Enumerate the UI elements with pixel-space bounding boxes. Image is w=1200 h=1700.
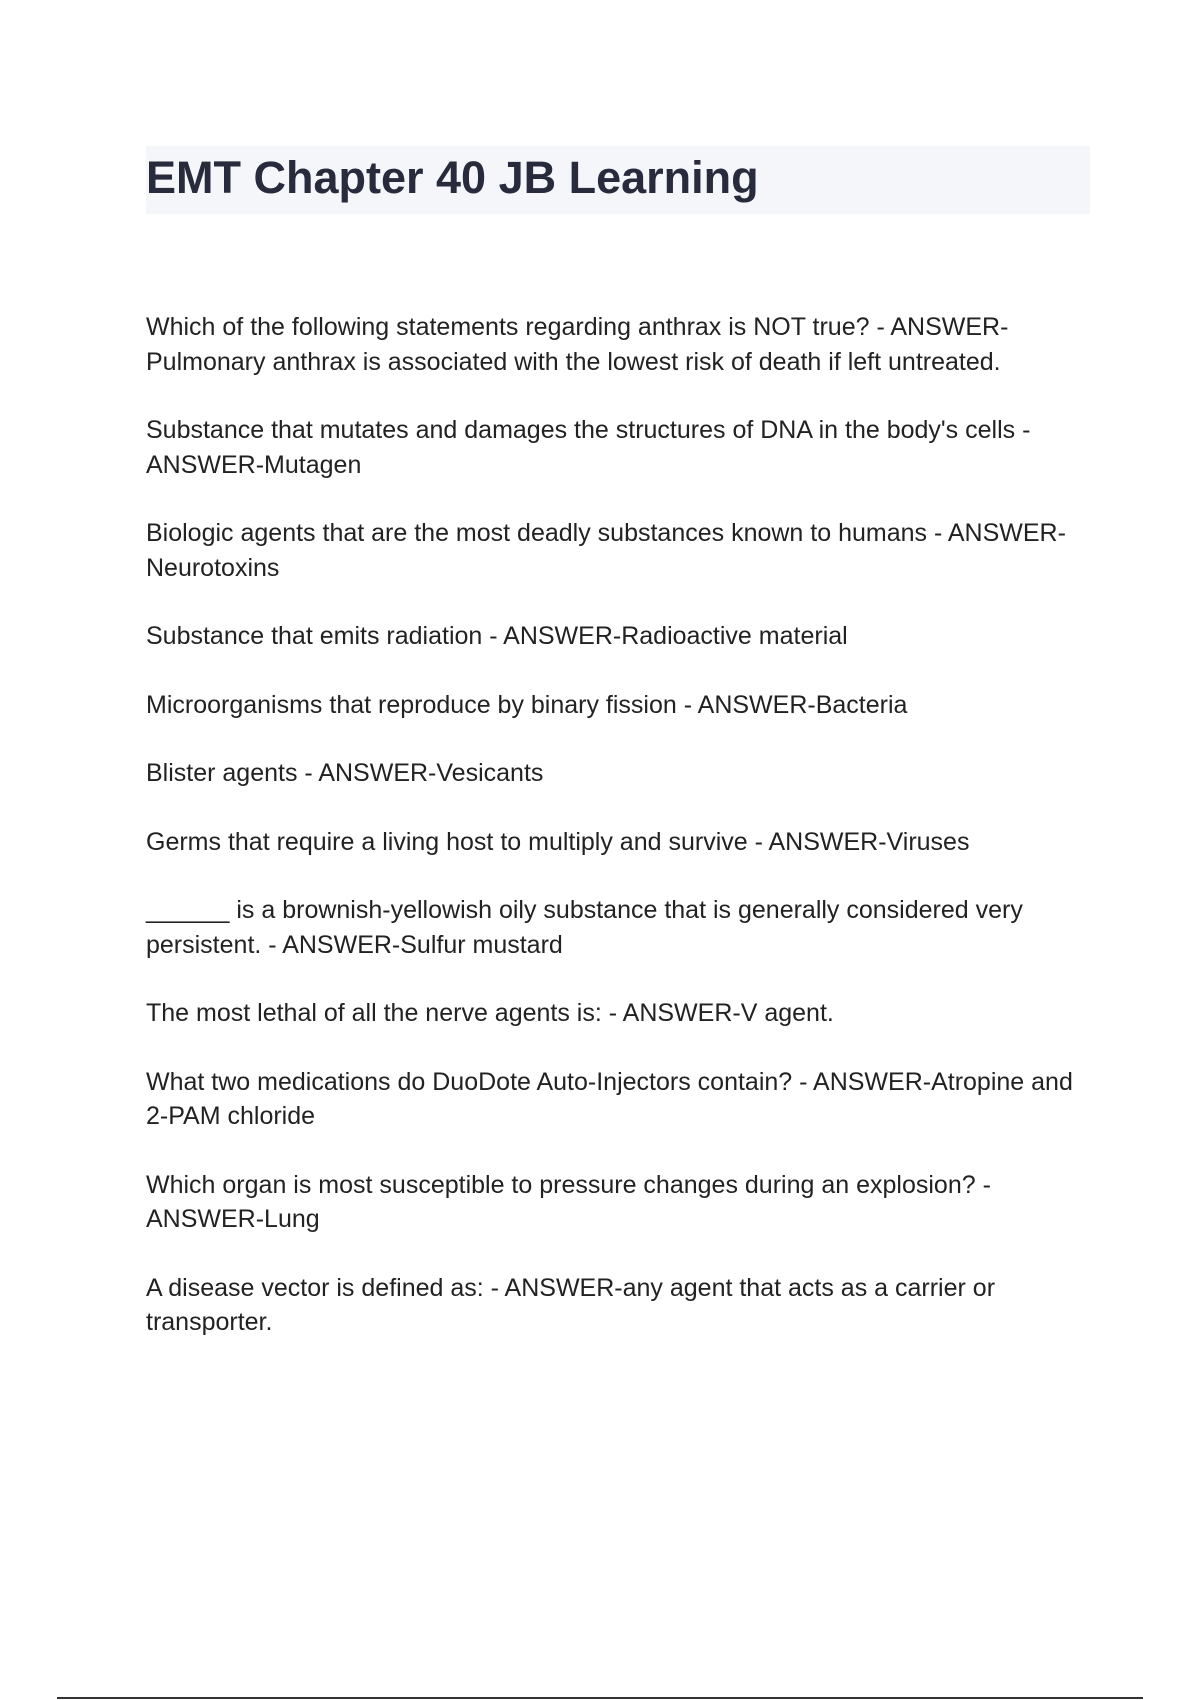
qa-item: [146, 996, 1086, 1031]
qa-item: [146, 688, 1086, 723]
qa-question: The most lethal of all the nerve agents is: -: [146, 999, 618, 1027]
qa-answer: ANSWER-V agent.: [622, 999, 834, 1027]
qa-answer: ANSWER-Bacteria: [697, 690, 908, 719]
qa-answer: ANSWER-Radioactive material: [503, 622, 848, 650]
qa-item: [146, 310, 1086, 379]
qa-item: [146, 619, 1086, 654]
qa-answer: ANSWER-Mutagen: [146, 450, 362, 479]
footer-divider: [57, 1697, 1143, 1699]
qa-item: [146, 413, 1086, 482]
qa-question: Microorganisms that reproduce by binary fission -: [146, 690, 693, 719]
qa-list: [146, 310, 1086, 1374]
qa-question: Substance that mutates and damages the structures of DNA in the body's cells -: [146, 416, 1031, 444]
qa-item: [146, 1271, 1086, 1340]
qa-question: Blister agents -: [146, 759, 313, 787]
qa-question: What two medications do DuoDote Auto-Injectors contain? -: [146, 1067, 808, 1096]
qa-item: [146, 893, 1086, 962]
qa-answer: ANSWER-Sulfur mustard: [282, 930, 563, 959]
qa-item: [146, 825, 1086, 860]
qa-item: [146, 756, 1086, 791]
qa-question: Germs that require a living host to multiply and survive -: [146, 827, 763, 856]
qa-answer: ANSWER-Atropine and 2-PAM chloride: [146, 1067, 1073, 1130]
page-title: EMT Chapter 40 JB Learning: [146, 152, 759, 203]
qa-question: Which of the following statements regarding anthrax is NOT true? -: [146, 313, 885, 341]
qa-question: Which organ is most susceptible to pressure changes during an explosion? -: [146, 1170, 991, 1199]
qa-answer: ANSWER-Lung: [146, 1205, 320, 1233]
qa-answer: ANSWER-Pulmonary anthrax is associated with the lowest risk of death if left untreated.: [146, 313, 1009, 376]
qa-answer: ANSWER-Viruses: [768, 827, 970, 856]
qa-answer: ANSWER-Neurotoxins: [146, 519, 1066, 582]
qa-item: [146, 1065, 1086, 1134]
qa-answer: ANSWER-any agent that acts as a carrier or transporter.: [146, 1273, 996, 1336]
qa-item: [146, 516, 1086, 585]
qa-question: ______ is a brownish-yellowish oily substance that is generally considered very persistent. -: [146, 896, 1023, 959]
qa-question: Substance that emits radiation -: [146, 622, 498, 650]
qa-answer: ANSWER-Vesicants: [318, 759, 544, 787]
qa-question: A disease vector is defined as: -: [146, 1273, 499, 1302]
qa-item: [146, 1168, 1086, 1237]
qa-question: Biologic agents that are the most deadly substances known to humans -: [146, 519, 943, 547]
title-banner: [146, 146, 1090, 214]
